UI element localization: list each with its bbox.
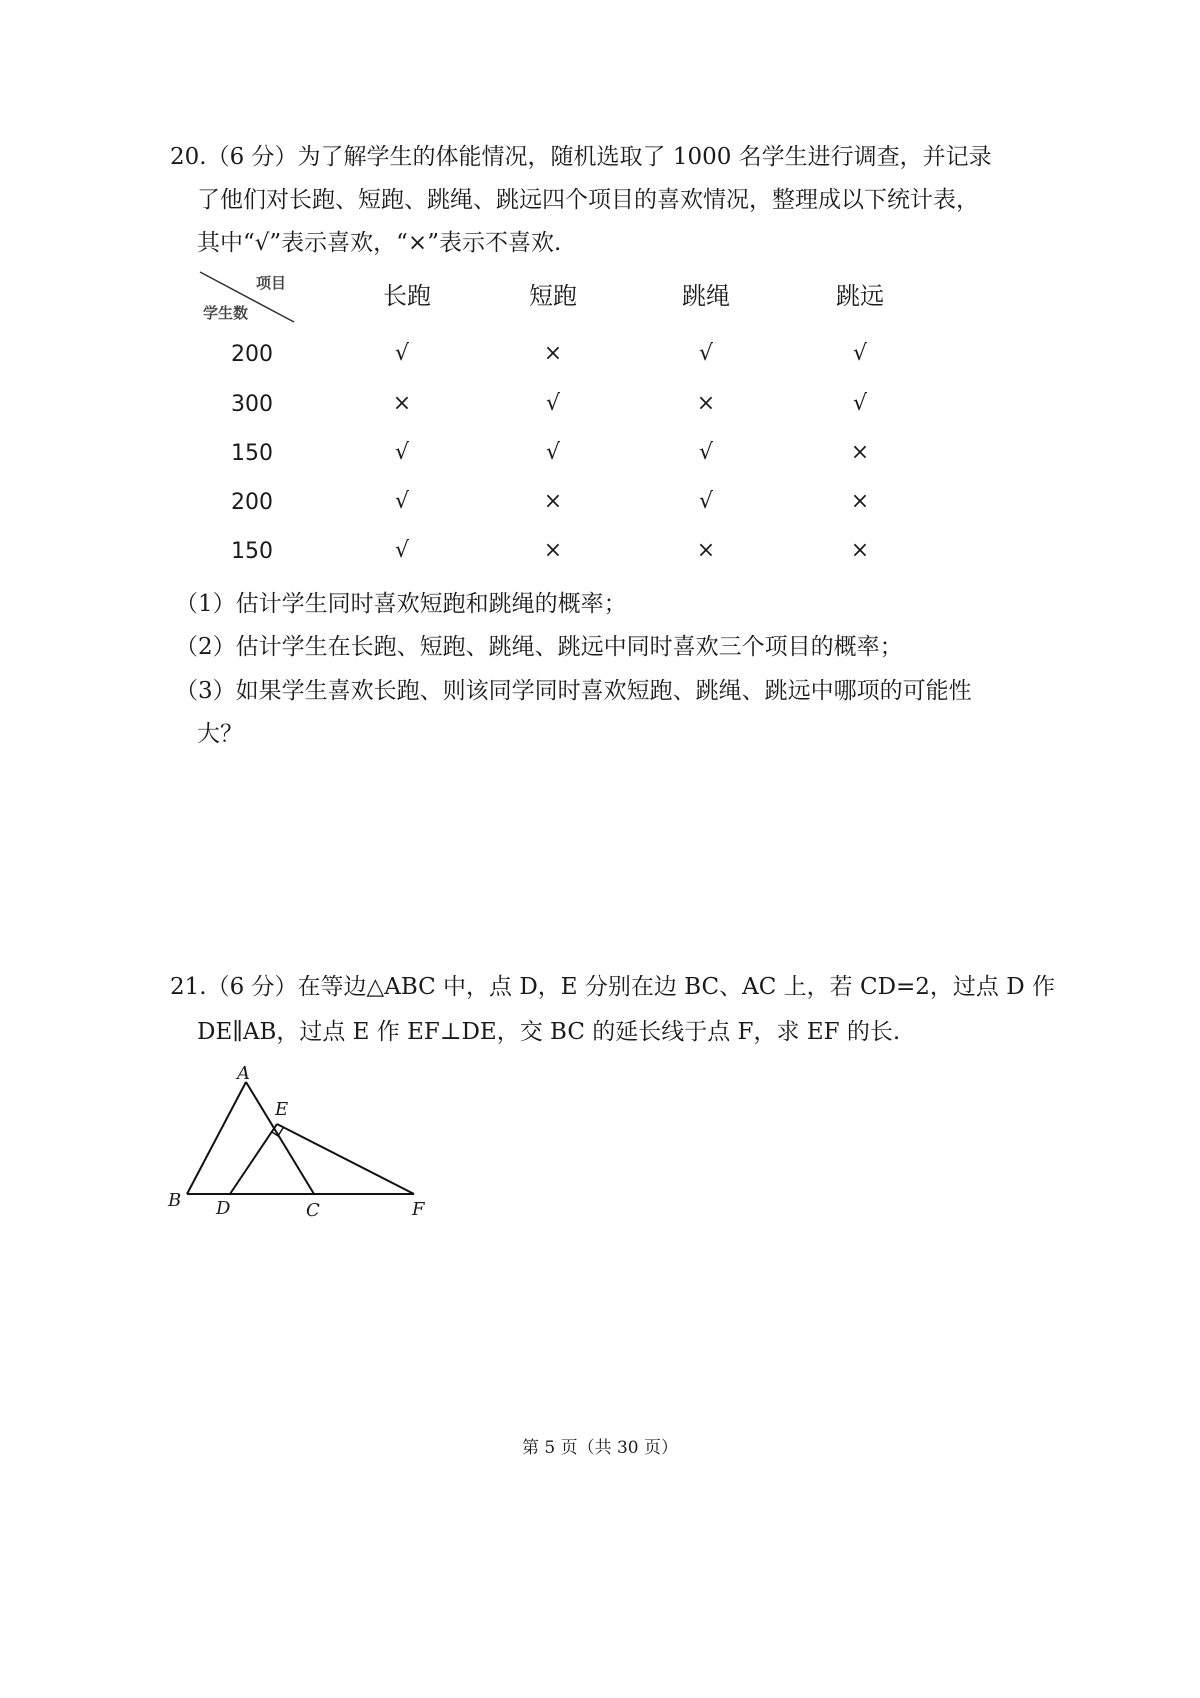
row-mark: × bbox=[392, 391, 412, 416]
point-label-c: C bbox=[306, 1200, 320, 1221]
row-mark: √ bbox=[394, 341, 410, 366]
row-mark: √ bbox=[698, 341, 714, 366]
q20-sub-2: （2）估计学生在长跑、短跑、跳绳、跳远中同时喜欢三个项目的概率； bbox=[175, 634, 903, 660]
row-mark: √ bbox=[852, 391, 868, 416]
corner-label-students: 学生数 bbox=[203, 304, 249, 322]
row-mark: × bbox=[850, 489, 870, 514]
point-label-d: D bbox=[216, 1198, 231, 1219]
row-count: 300 bbox=[231, 392, 273, 417]
row-mark: √ bbox=[545, 391, 561, 416]
point-label-e: E bbox=[275, 1099, 289, 1120]
row-count: 200 bbox=[231, 490, 273, 515]
row-mark: × bbox=[543, 489, 563, 514]
q20-line-2: 了他们对长跑、短跑、跳绳、跳远四个项目的喜欢情况，整理成以下统计表， bbox=[197, 187, 979, 213]
row-count: 150 bbox=[231, 441, 273, 466]
row-mark: × bbox=[850, 538, 870, 563]
header-long-run: 长跑 bbox=[383, 282, 431, 310]
triangle-diagram bbox=[160, 1060, 450, 1225]
q20-line-1: 20.（6 分）为了解学生的体能情况，随机选取了 1000 名学生进行调查，并记录 bbox=[170, 144, 992, 170]
page-footer: 第 5 页（共 30 页） bbox=[521, 1438, 679, 1458]
row-mark: × bbox=[543, 538, 563, 563]
q21-line-1: 21.（6 分）在等边△ABC 中，点 D，E 分别在边 BC、AC 上，若 CD=2，过点 D 作 bbox=[170, 974, 1055, 1000]
row-mark: √ bbox=[545, 440, 561, 465]
q20-sub-1: （1）估计学生同时喜欢短跑和跳绳的概率； bbox=[175, 591, 627, 617]
row-mark: × bbox=[850, 440, 870, 465]
point-label-b: B bbox=[168, 1190, 182, 1211]
row-mark: × bbox=[543, 341, 563, 366]
row-mark: √ bbox=[394, 440, 410, 465]
row-mark: √ bbox=[698, 440, 714, 465]
point-label-f: F bbox=[412, 1199, 425, 1220]
point-label-a: A bbox=[237, 1063, 250, 1084]
row-count: 200 bbox=[231, 342, 273, 367]
header-long-jump: 跳远 bbox=[836, 282, 884, 310]
q20-sub-3: （3）如果学生喜欢长跑、则该同学同时喜欢短跑、跳绳、跳远中哪项的可能性 bbox=[175, 678, 972, 704]
row-count: 150 bbox=[231, 539, 273, 564]
row-mark: √ bbox=[394, 489, 410, 514]
row-mark: × bbox=[696, 391, 716, 416]
header-jump-rope: 跳绳 bbox=[682, 282, 730, 310]
row-mark: × bbox=[696, 538, 716, 563]
header-sprint: 短跑 bbox=[529, 282, 577, 310]
corner-label-items: 项目 bbox=[256, 274, 287, 292]
row-mark: √ bbox=[394, 538, 410, 563]
row-mark: √ bbox=[698, 489, 714, 514]
row-mark: √ bbox=[852, 341, 868, 366]
q20-line-3: 其中“√”表示喜欢，“×”表示不喜欢. bbox=[197, 230, 562, 256]
q21-line-2: DE∥AB，过点 E 作 EF⊥DE，交 BC 的延长线于点 F，求 EF 的长. bbox=[197, 1019, 901, 1045]
q20-sub-3-cont: 大？ bbox=[197, 721, 243, 747]
